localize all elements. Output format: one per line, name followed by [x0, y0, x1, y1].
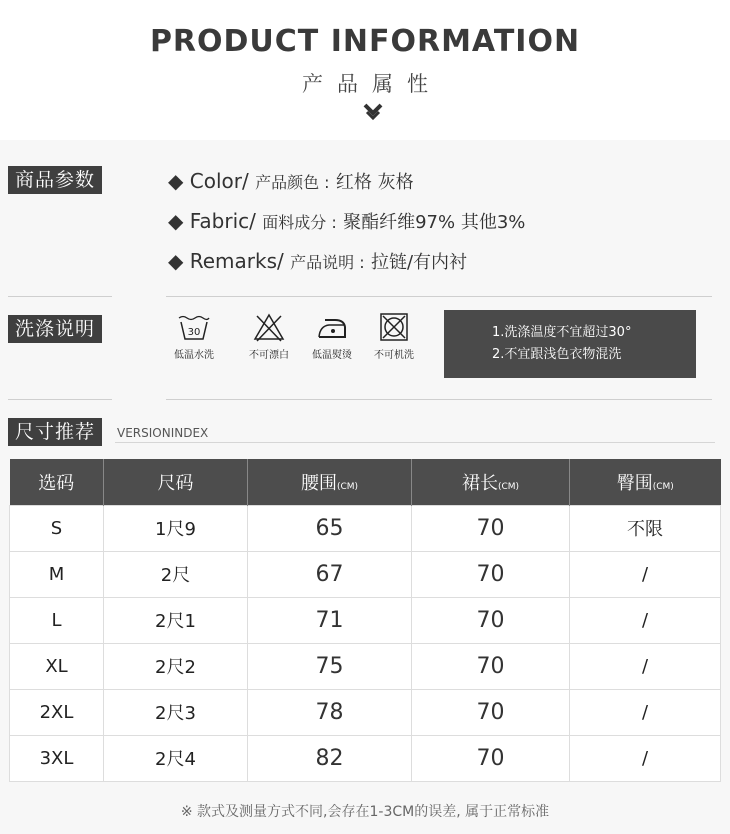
param-label: 产品颜色 : — [255, 173, 330, 192]
no-bleach-icon — [252, 312, 286, 342]
col-header: 裙长(CM) — [412, 459, 570, 505]
param-en: Remarks/ — [189, 249, 284, 273]
care-label: 不可漂白 — [249, 350, 289, 361]
table-row — [10, 689, 721, 735]
size-subtag: VERSIONINDEX — [117, 426, 209, 440]
size-tag: 尺寸推荐 — [8, 418, 102, 446]
table-cell: 75 — [248, 643, 412, 689]
care-label: 低温水洗 — [174, 350, 214, 361]
chevron-down-icon — [358, 100, 388, 122]
divider — [8, 399, 112, 400]
param-fabric — [168, 208, 525, 234]
care-item-wash — [162, 312, 226, 361]
table-cell: 1尺9 — [104, 505, 248, 551]
table-cell: M — [10, 551, 104, 597]
param-color — [168, 168, 414, 194]
param-label: 产品说明 : — [290, 253, 365, 272]
no-machine-wash-icon — [377, 312, 411, 342]
care-note: 2.不宜跟浅色衣物混洗 — [492, 347, 622, 362]
param-label: 面料成分 : — [262, 213, 337, 232]
table-cell: 70 — [412, 735, 570, 781]
table-cell: XL — [10, 643, 104, 689]
col-header: 选码 — [10, 459, 104, 505]
param-value: 聚酯纤维97% 其他3% — [343, 212, 526, 233]
table-cell: 不限 — [570, 505, 721, 551]
table-cell: / — [570, 551, 721, 597]
table-row — [10, 643, 721, 689]
table-cell: L — [10, 597, 104, 643]
divider — [166, 296, 712, 297]
table-cell: 2尺3 — [104, 689, 248, 735]
table-cell: / — [570, 735, 721, 781]
page-subtitle: 产品属性 — [302, 72, 442, 96]
table-cell: 67 — [248, 551, 412, 597]
size-table — [9, 459, 721, 782]
divider — [115, 442, 715, 443]
table-cell: 2尺1 — [104, 597, 248, 643]
table-cell: 70 — [412, 505, 570, 551]
table-cell: 2尺4 — [104, 735, 248, 781]
table-header-row — [10, 459, 721, 505]
care-item-iron — [300, 312, 364, 361]
table-cell: 71 — [248, 597, 412, 643]
care-tag: 洗涤说明 — [8, 315, 102, 343]
table-cell: S — [10, 505, 104, 551]
col-header: 尺码 — [104, 459, 248, 505]
table-row — [10, 735, 721, 781]
table-cell: 70 — [412, 551, 570, 597]
diamond-icon: ◆ — [168, 209, 184, 233]
divider — [166, 399, 712, 400]
diamond-icon: ◆ — [168, 249, 184, 273]
table-row — [10, 551, 721, 597]
table-cell: 3XL — [10, 735, 104, 781]
low-iron-icon — [315, 312, 349, 342]
svg-text:30: 30 — [187, 327, 201, 338]
param-value: 红格 灰格 — [335, 172, 414, 193]
header — [0, 0, 730, 140]
table-cell: 82 — [248, 735, 412, 781]
table-row — [10, 505, 721, 551]
params-tag: 商品参数 — [8, 166, 102, 194]
table-cell: / — [570, 597, 721, 643]
divider — [8, 296, 112, 297]
table-cell: 70 — [412, 643, 570, 689]
care-label: 低温熨烫 — [312, 350, 352, 361]
care-item-machine — [362, 312, 426, 361]
table-row — [10, 597, 721, 643]
table-cell: / — [570, 689, 721, 735]
footnote: ※ 款式及测量方式不同,会存在1-3CM的误差, 属于正常标准 — [180, 804, 550, 820]
care-item-bleach — [237, 312, 301, 361]
care-label: 不可机洗 — [374, 350, 414, 361]
care-note: 1.洗涤温度不宜超过30° — [492, 325, 632, 340]
table-cell: 70 — [412, 689, 570, 735]
col-header: 腰围(CM) — [248, 459, 412, 505]
table-cell: 2尺2 — [104, 643, 248, 689]
table-cell: 65 — [248, 505, 412, 551]
diamond-icon: ◆ — [168, 169, 184, 193]
col-header: 臀围(CM) — [570, 459, 721, 505]
table-cell: 78 — [248, 689, 412, 735]
wash-30-icon — [177, 312, 211, 342]
page-title: PRODUCT INFORMATION — [149, 24, 581, 59]
param-remarks — [168, 248, 467, 274]
table-cell: / — [570, 643, 721, 689]
table-cell: 2尺 — [104, 551, 248, 597]
care-notes — [444, 310, 696, 378]
param-en: Fabric/ — [189, 209, 256, 233]
param-en: Color/ — [189, 169, 249, 193]
param-value: 拉链/有内衬 — [370, 252, 468, 273]
table-cell: 2XL — [10, 689, 104, 735]
table-cell: 70 — [412, 597, 570, 643]
